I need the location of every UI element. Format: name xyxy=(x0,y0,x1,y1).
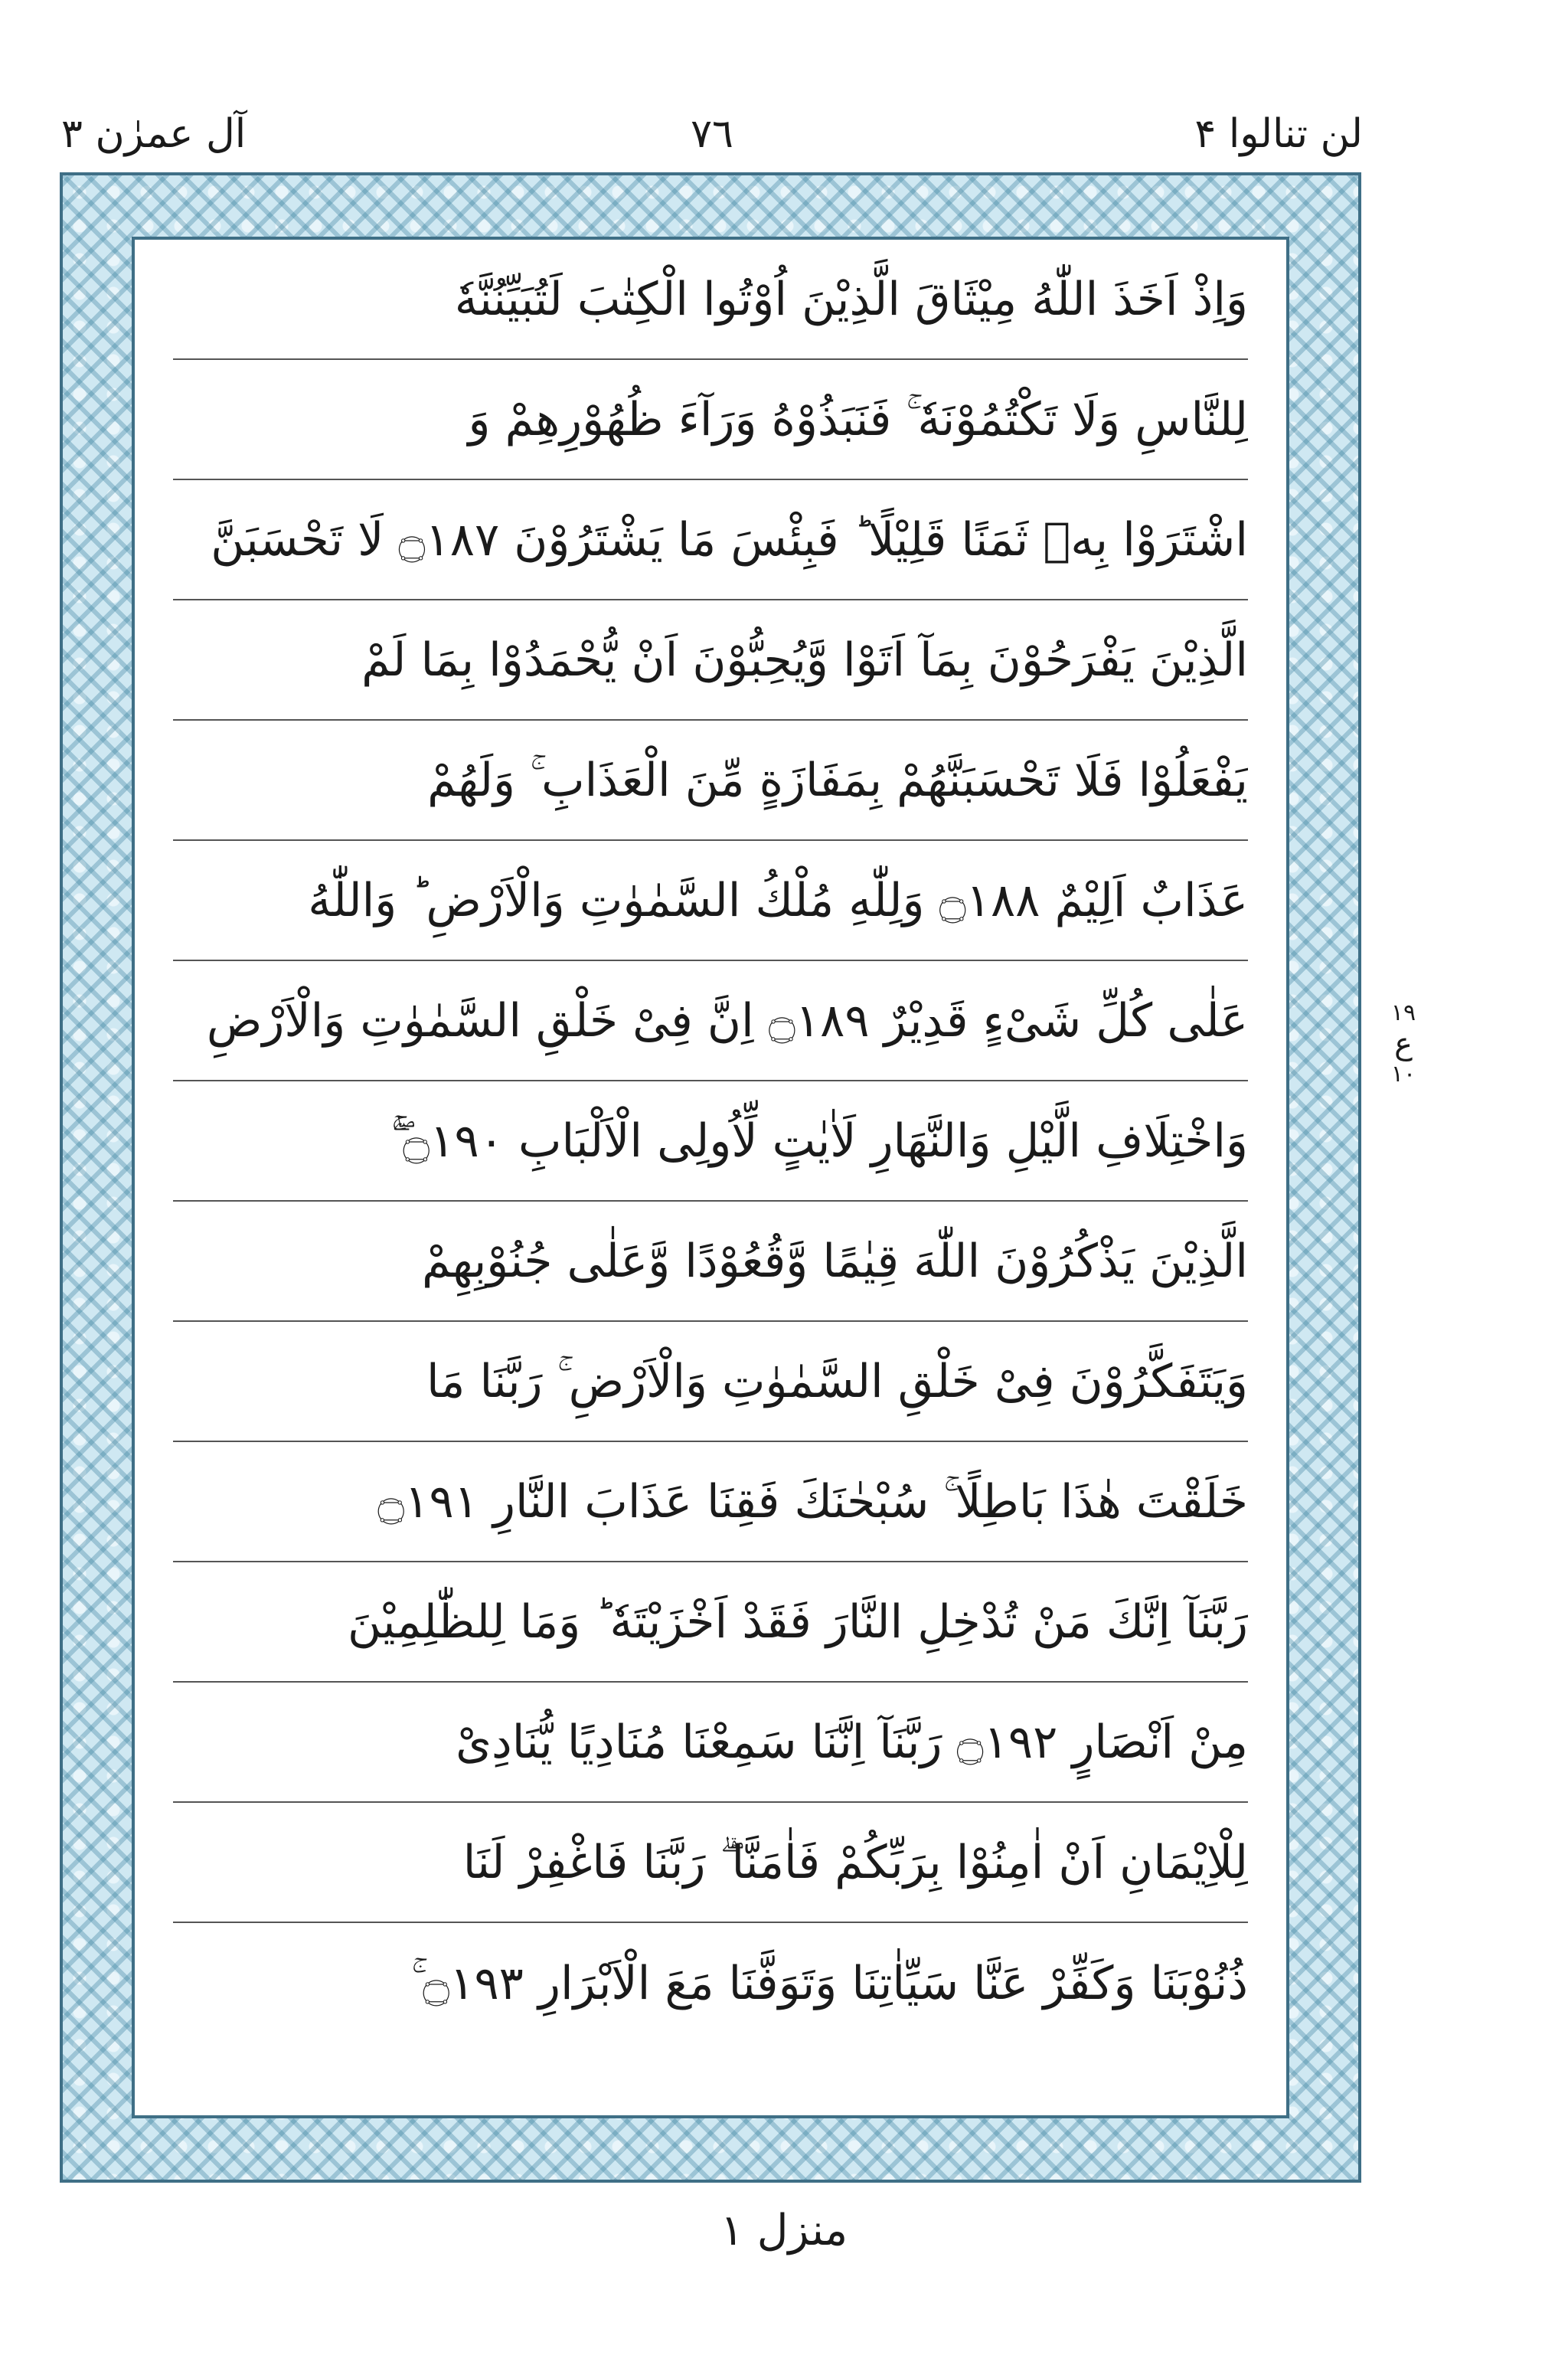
verse-line-9: الَّذِيْنَ يَذْكُرُوْنَ اللّٰهَ قِيٰمًا وَّقُعُوْدًا وَّعَلٰى جُنُوْبِهِمْ xyxy=(173,1202,1248,1322)
verse-line-2: لِلنَّاسِ وَلَا تَكْتُمُوْنَهٗ ۚ فَنَبَذُوْهُ وَرَآءَ ظُهُوْرِهِمْ وَ xyxy=(173,360,1248,480)
verse-line-13: مِنْ اَنْصَارٍ ۝١٩٢ رَبَّنَآ اِنَّنَا سَمِعْنَا مُنَادِيًا يُّنَادِىْ xyxy=(173,1683,1248,1803)
text-panel xyxy=(132,237,1289,2118)
manzil-label: منزل ۱ xyxy=(720,2206,848,2255)
verse-line-3: اشْتَرَوْا بِهٖ ثَمَنًا قَلِيْلًا ؕ فَبِئْسَ مَا يَشْتَرُوْنَ ۝١٨٧ لَا تَحْسَبَنَّ xyxy=(173,480,1248,600)
verse-line-5: يَفْعَلُوْا فَلَا تَحْسَبَنَّهُمْ بِمَفَازَةٍ مِّنَ الْعَذَابِ ۚ وَلَهُمْ xyxy=(173,721,1248,841)
verse-line-12: رَبَّنَآ اِنَّكَ مَنْ تُدْخِلِ النَّارَ فَقَدْ اَخْزَيْتَهٗ ؕ وَمَا لِلظّٰلِمِيْنَ xyxy=(173,1562,1248,1683)
ruku-number-top: ١٩ xyxy=(1390,999,1416,1026)
ruku-marker xyxy=(1382,999,1425,1088)
verse-line-1: وَاِذْ اَخَذَ اللّٰهُ مِيْثَاقَ الَّذِيْنَ اُوْتُوا الْكِتٰبَ لَتُبَيِّنُنَّهٗ xyxy=(173,240,1248,360)
juz-name: لن تنالوا ۴ xyxy=(1194,111,1363,157)
verse-line-6: عَذَابٌ اَلِيْمٌ ۝١٨٨ وَلِلّٰهِ مُلْكُ السَّمٰوٰتِ وَالْاَرْضِ ؕ وَاللّٰهُ xyxy=(173,841,1248,961)
page-number: ٧٦ xyxy=(691,111,733,157)
verse-line-10: وَيَتَفَكَّرُوْنَ فِىْ خَلْقِ السَّمٰوٰتِ وَالْاَرْضِ ۚ رَبَّنَا مَا xyxy=(173,1322,1248,1442)
ruku-number-bottom: ١٠ xyxy=(1390,1061,1416,1088)
verse-line-11: خَلَقْتَ هٰذَا بَاطِلًا ۚ سُبْحٰنَكَ فَقِنَا عَذَابَ النَّارِ ۝١٩١ xyxy=(173,1442,1248,1562)
verse-line-14: لِلْاِيْمَانِ اَنْ اٰمِنُوْا بِرَبِّكُمْ فَاٰمَنَّا ۖۗ رَبَّنَا فَاغْفِرْ لَنَا xyxy=(173,1803,1248,1923)
ornamental-border xyxy=(60,172,1361,2183)
surah-name: آل عمرٰن ۳ xyxy=(61,111,247,157)
verse-line-4: الَّذِيْنَ يَفْرَحُوْنَ بِمَآ اَتَوْا وَّيُحِبُّوْنَ اَنْ يُّحْمَدُوْا بِمَا لَمْ xyxy=(173,600,1248,721)
verse-line-8: وَاخْتِلَافِ الَّيْلِ وَالنَّهَارِ لَاٰيٰتٍ لِّاُولِى الْاَلْبَابِ ۝١٩٠ ۚۖ xyxy=(173,1081,1248,1202)
verse-line-15: ذُنُوْبَنَا وَكَفِّرْ عَنَّا سَيِّاٰتِنَا وَتَوَفَّنَا مَعَ الْاَبْرَارِ ۝١٩٣ ۚ xyxy=(411,1956,1248,2010)
ruku-sign: ع xyxy=(1394,1026,1413,1061)
verse-line-7: عَلٰى كُلِّ شَىْءٍ قَدِيْرٌ ۝١٨٩ اِنَّ فِىْ خَلْقِ السَّمٰوٰتِ وَالْاَرْضِ xyxy=(173,961,1248,1081)
page-header xyxy=(61,100,1363,168)
